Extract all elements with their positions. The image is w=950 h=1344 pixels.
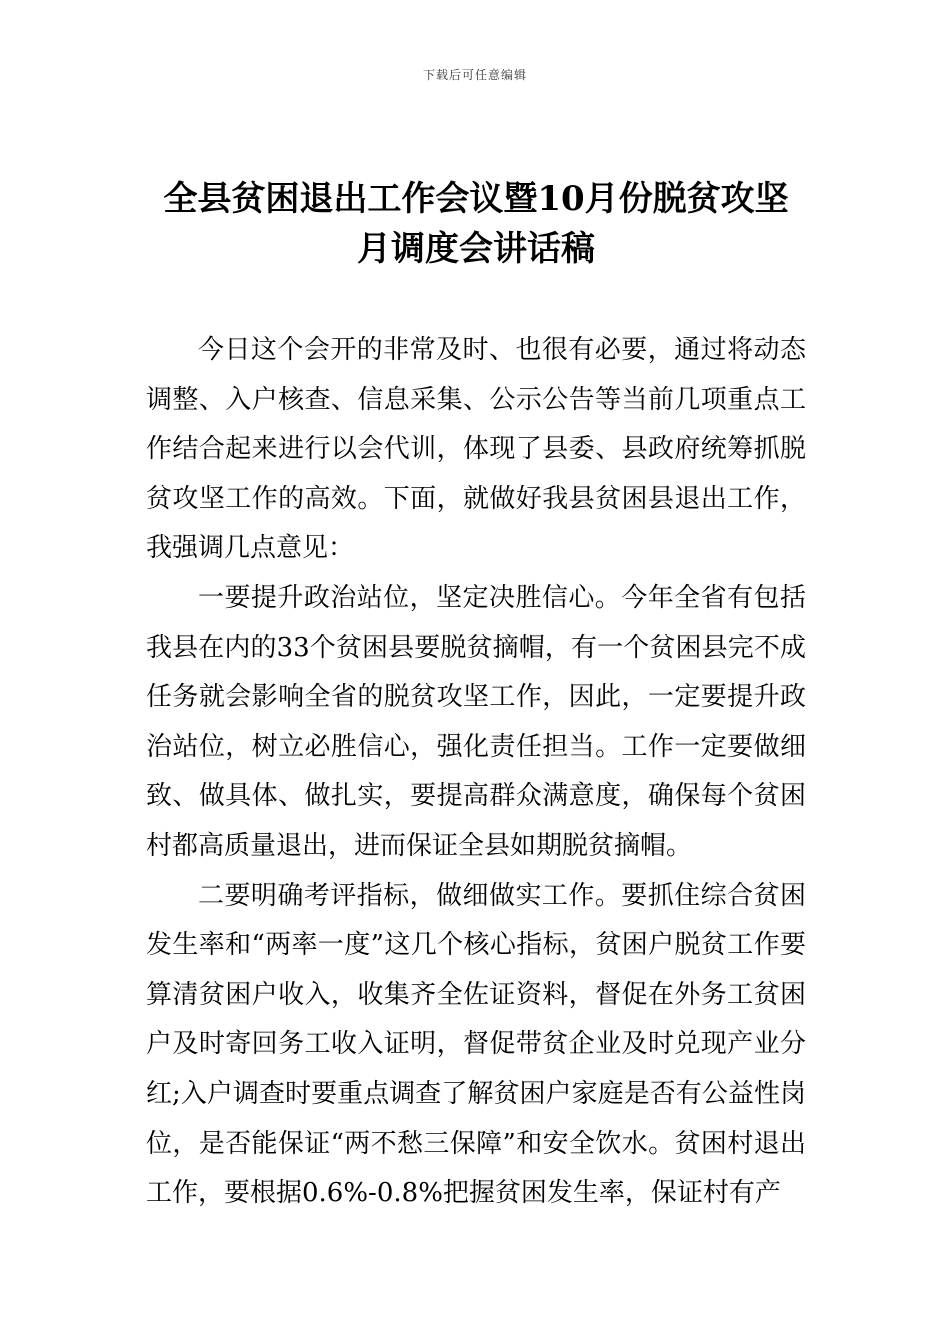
header-note: 下载后可任意编辑	[422, 68, 527, 82]
title-line-1: 全县贫困退出工作会议暨10月份脱贫攻坚	[163, 179, 789, 219]
document-title	[146, 174, 806, 274]
paragraph-3: 二要明确考评指标，做细做实工作。要抓住综合贫困发生率和“两率一度”这几个核心指标，贫困户脱贫工作要算清贫困户收入，收集齐全佐证资料，督促在外务工贫困户及时寄回务工收入证明，督促带贫企业及时兑现产业分红;入户调查时要重点调查了解贫困户家庭是否有公益性岗位，是否能保证“两不愁三保障”和安全饮水。贫困村退出工作，要根据0.6%-0.8%把握贫困发生率，保证村有产	[146, 880, 806, 1209]
title-line-2: 月调度会讲话稿	[357, 229, 595, 269]
document-body	[146, 326, 806, 1219]
paragraph-2: 一要提升政治站位，坚定决胜信心。今年全省有包括我县在内的33个贫困县要脱贫摘帽，有一个贫困县完不成任务就会影响全省的脱贫攻坚工作，因此，一定要提升政治站位，树立必胜信心，强化责任担当。工作一定要做细致、做具体、做扎实，要提高群众满意度，确保每个贫困村都高质量退出，进而保证全县如期脱贫摘帽。	[146, 582, 806, 861]
paragraph-1: 今日这个会开的非常及时、也很有必要，通过将动态调整、入户核查、信息采集、公示公告等当前几项重点工作结合起来进行以会代训，体现了县委、县政府统筹抓脱贫攻坚工作的高效。下面，就做好我县贫困县退出工作，我强调几点意见：	[146, 335, 806, 564]
